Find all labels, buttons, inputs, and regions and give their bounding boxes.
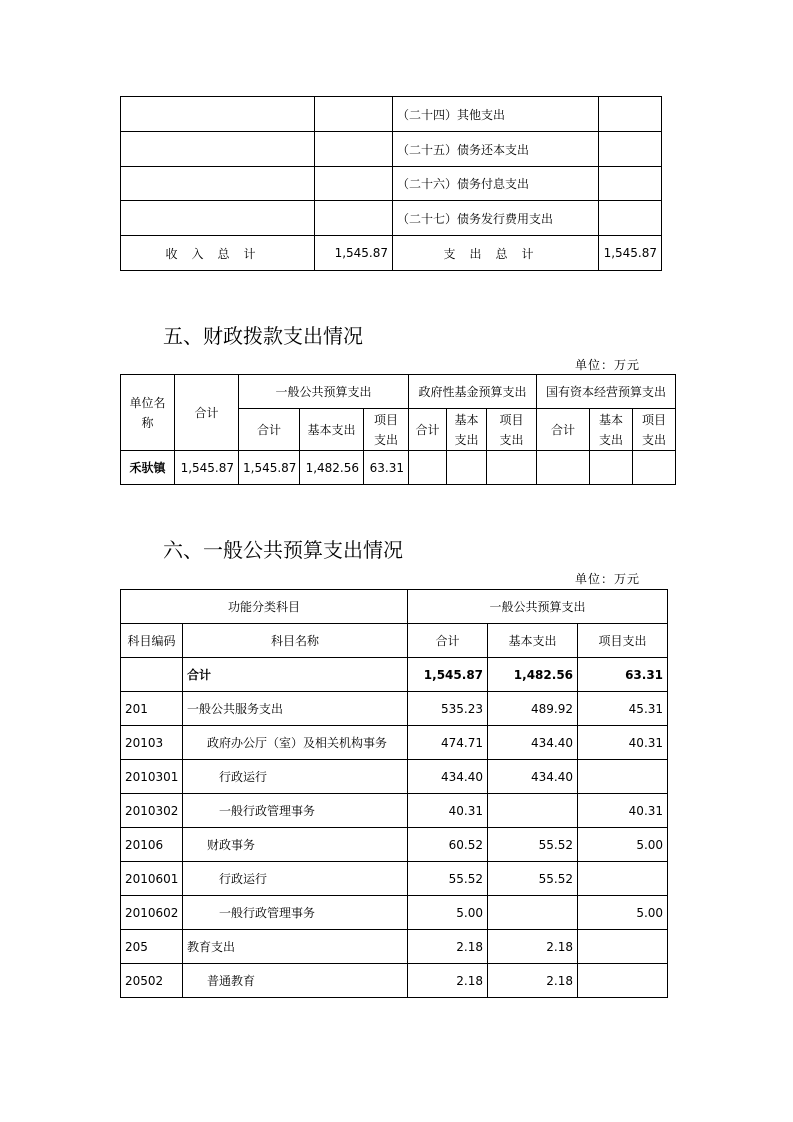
fund-budget-header: 政府性基金预算支出 [409, 375, 537, 409]
name-cell: 普通教育 [183, 964, 408, 998]
name-cell: 一般行政管理事务 [183, 896, 408, 930]
function-category-header: 功能分类科目 [121, 590, 408, 624]
general-budget-header: 一般公共预算支出 [239, 375, 409, 409]
name-cell: 一般公共服务支出 [183, 692, 408, 726]
capital-project-header: 项目支出 [633, 409, 676, 451]
code-cell: 20103 [121, 726, 183, 760]
income-total-label: 收入总计 [121, 236, 315, 271]
project-cell: 63.31 [578, 658, 668, 692]
capital-total-header: 合计 [537, 409, 590, 451]
section6-unit: 单位：万元 [575, 572, 641, 586]
project-cell [578, 760, 668, 794]
name-cell: 行政运行 [183, 760, 408, 794]
total-cell: 40.31 [408, 794, 488, 828]
table-row [121, 964, 668, 998]
income-item-cell [121, 132, 315, 167]
table-row [121, 726, 668, 760]
project-cell: 5.00 [578, 828, 668, 862]
income-total-amount: 1,545.87 [315, 236, 393, 271]
basic-cell: 55.52 [488, 862, 578, 896]
name-cell: 一般行政管理事务 [183, 794, 408, 828]
header-row [121, 590, 668, 624]
name-cell: 合计 [183, 658, 408, 692]
basic-cell: 489.92 [488, 692, 578, 726]
header-row [121, 624, 668, 658]
total-row [121, 236, 662, 271]
expense-item-cell: （二十四）其他支出 [393, 97, 599, 132]
capital-basic-cell [590, 451, 633, 485]
general-total-header: 合计 [239, 409, 300, 451]
table-row [121, 760, 668, 794]
basic-cell [488, 896, 578, 930]
income-item-cell [121, 97, 315, 132]
name-cell: 财政事务 [183, 828, 408, 862]
expense-amount-cell [599, 132, 662, 167]
name-header: 科目名称 [183, 624, 408, 658]
fund-total-cell [409, 451, 447, 485]
code-cell: 201 [121, 692, 183, 726]
total-cell: 535.23 [408, 692, 488, 726]
table-row [121, 828, 668, 862]
capital-total-cell [537, 451, 590, 485]
project-cell [578, 862, 668, 896]
basic-cell [488, 794, 578, 828]
capital-basic-header: 基本支出 [590, 409, 633, 451]
general-project-cell: 63.31 [364, 451, 409, 485]
expense-item-cell: （二十五）债务还本支出 [393, 132, 599, 167]
code-cell: 2010302 [121, 794, 183, 828]
expense-item-cell: （二十七）债务发行费用支出 [393, 201, 599, 236]
table-row [121, 451, 676, 485]
expense-amount-cell [599, 201, 662, 236]
name-cell: 政府办公厅（室）及相关机构事务 [183, 726, 408, 760]
appropriation-table [120, 374, 676, 485]
name-cell: 行政运行 [183, 862, 408, 896]
project-cell: 40.31 [578, 794, 668, 828]
project-cell [578, 964, 668, 998]
income-amount-cell [315, 97, 393, 132]
table-row [121, 896, 668, 930]
general-budget-table [120, 589, 668, 998]
income-amount-cell [315, 201, 393, 236]
general-basic-cell: 1,482.56 [300, 451, 364, 485]
code-cell: 20502 [121, 964, 183, 998]
project-cell: 40.31 [578, 726, 668, 760]
general-basic-header: 基本支出 [300, 409, 364, 451]
header-row [121, 375, 676, 409]
table-row [121, 862, 668, 896]
total-cell: 474.71 [408, 726, 488, 760]
income-item-cell [121, 201, 315, 236]
code-header: 科目编码 [121, 624, 183, 658]
total-cell: 55.52 [408, 862, 488, 896]
code-cell: 20106 [121, 828, 183, 862]
total-cell: 2.18 [408, 930, 488, 964]
capital-budget-header: 国有资本经营预算支出 [537, 375, 676, 409]
general-budget-header: 一般公共预算支出 [408, 590, 668, 624]
project-header: 项目支出 [578, 624, 668, 658]
total-header: 合计 [175, 375, 239, 451]
total-header: 合计 [408, 624, 488, 658]
section5-title: 五、财政拨款支出情况 [163, 324, 363, 348]
expense-amount-cell [599, 97, 662, 132]
basic-cell: 2.18 [488, 930, 578, 964]
expense-amount-cell [599, 167, 662, 201]
table-row [121, 97, 662, 132]
income-amount-cell [315, 132, 393, 167]
fund-basic-header: 基本支出 [447, 409, 487, 451]
fund-project-header: 项目支出 [487, 409, 537, 451]
total-cell: 434.40 [408, 760, 488, 794]
total-cell: 5.00 [408, 896, 488, 930]
code-cell: 205 [121, 930, 183, 964]
unit-name-cell: 禾驮镇 [121, 451, 175, 485]
basic-header: 基本支出 [488, 624, 578, 658]
basic-cell: 55.52 [488, 828, 578, 862]
total-cell: 2.18 [408, 964, 488, 998]
basic-cell: 2.18 [488, 964, 578, 998]
expense-total-label: 支出总计 [393, 236, 599, 271]
income-amount-cell [315, 167, 393, 201]
total-cell: 1,545.87 [408, 658, 488, 692]
code-cell: 2010301 [121, 760, 183, 794]
project-cell [578, 930, 668, 964]
project-cell: 45.31 [578, 692, 668, 726]
total-cell: 1,545.87 [175, 451, 239, 485]
section6-title: 六、一般公共预算支出情况 [163, 538, 403, 562]
fund-project-cell [487, 451, 537, 485]
code-cell: 2010602 [121, 896, 183, 930]
table-row [121, 201, 662, 236]
unit-name-header: 单位名称 [121, 375, 175, 451]
section5-unit: 单位：万元 [575, 358, 641, 372]
basic-cell: 434.40 [488, 726, 578, 760]
income-item-cell [121, 167, 315, 201]
table-row [121, 692, 668, 726]
fund-total-header: 合计 [409, 409, 447, 451]
expense-total-amount: 1,545.87 [599, 236, 662, 271]
code-cell: 2010601 [121, 862, 183, 896]
basic-cell: 1,482.56 [488, 658, 578, 692]
total-cell: 60.52 [408, 828, 488, 862]
total-row [121, 658, 668, 692]
expense-item-cell: （二十六）债务付息支出 [393, 167, 599, 201]
table-row [121, 794, 668, 828]
general-total-cell: 1,545.87 [239, 451, 300, 485]
fund-basic-cell [447, 451, 487, 485]
code-cell [121, 658, 183, 692]
project-cell: 5.00 [578, 896, 668, 930]
budget-summary-table [120, 96, 662, 271]
table-row [121, 132, 662, 167]
basic-cell: 434.40 [488, 760, 578, 794]
general-project-header: 项目支出 [364, 409, 409, 451]
table-row [121, 167, 662, 201]
name-cell: 教育支出 [183, 930, 408, 964]
capital-project-cell [633, 451, 676, 485]
table-row [121, 930, 668, 964]
